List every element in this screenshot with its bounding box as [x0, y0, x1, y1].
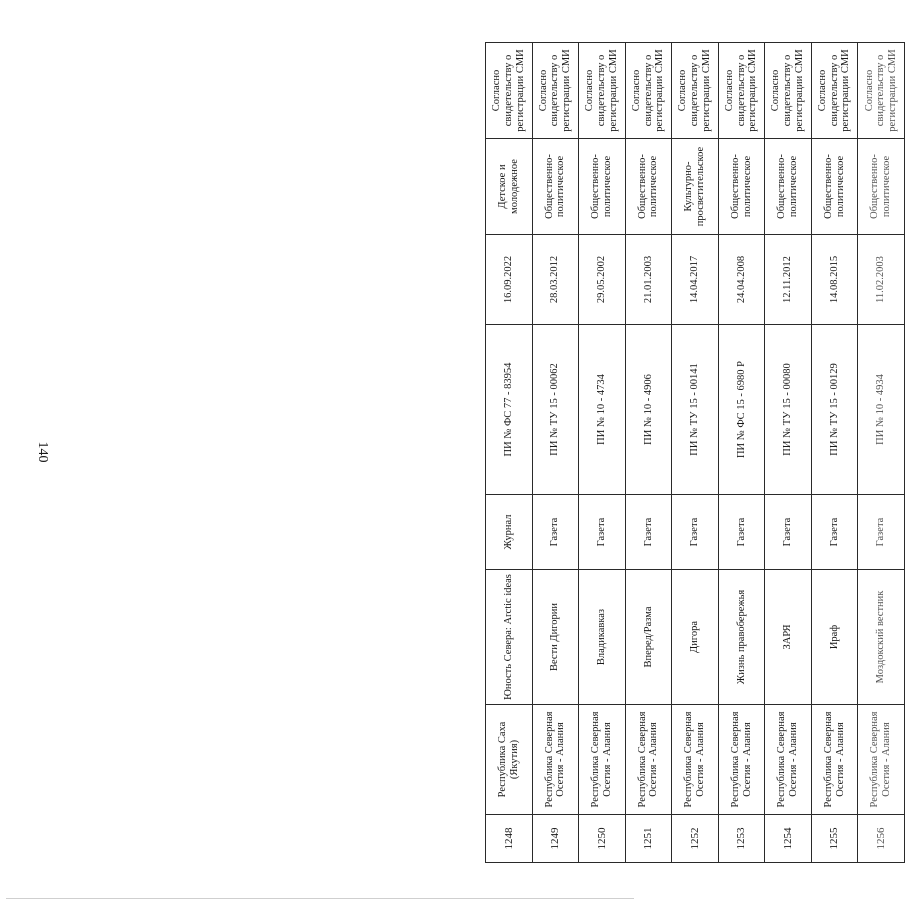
region-cell: Республика Северная Осетия - Алания [858, 705, 905, 815]
media-type-cell: Газета [532, 495, 579, 570]
table-row [765, 43, 812, 863]
registration-date-cell: 14.08.2015 [811, 235, 858, 325]
media-name-cell: Ираф [811, 570, 858, 705]
registration-date-cell: 14.04.2017 [672, 235, 719, 325]
media-registry-table [485, 42, 905, 863]
table-row [811, 43, 858, 863]
rotated-table-container [485, 43, 905, 863]
territory-cell: Согласно свидетельству о регистрации СМИ [858, 43, 905, 139]
registration-number-cell: ПИ № 10 - 4734 [579, 325, 626, 495]
media-name-cell: Жизнь правобережья [718, 570, 765, 705]
region-cell: Республика Северная Осетия - Алания [811, 705, 858, 815]
row-number: 1249 [532, 815, 579, 863]
topic-cell: Общественно-политическое [718, 139, 765, 235]
region-cell: Республика Саха (Якутия) [486, 705, 533, 815]
registration-date-cell: 16.09.2022 [486, 235, 533, 325]
table-row [858, 43, 905, 863]
page-number: 140 [35, 441, 50, 463]
media-type-cell: Газета [811, 495, 858, 570]
row-number: 1250 [579, 815, 626, 863]
registration-date-cell: 24.04.2008 [718, 235, 765, 325]
registration-number-cell: ПИ № ФС 15 - 6980 Р [718, 325, 765, 495]
registration-date-cell: 29.05.2002 [579, 235, 626, 325]
region-cell: Республика Северная Осетия - Алания [765, 705, 812, 815]
media-type-cell: Газета [718, 495, 765, 570]
row-number: 1255 [811, 815, 858, 863]
row-number: 1256 [858, 815, 905, 863]
row-number: 1254 [765, 815, 812, 863]
media-name-cell: Юность Севера: Arctic ideas [486, 570, 533, 705]
media-name-cell: Вперед/Разма [625, 570, 672, 705]
media-name-cell: ЗАРЯ [765, 570, 812, 705]
registration-number-cell: ПИ № ТУ 15 - 00062 [532, 325, 579, 495]
media-name-cell: Моздокский вестник [858, 570, 905, 705]
topic-cell: Общественно-политическое [579, 139, 626, 235]
registration-number-cell: ПИ № ТУ 15 - 00080 [765, 325, 812, 495]
territory-cell: Согласно свидетельству о регистрации СМИ [579, 43, 626, 139]
topic-cell: Культурно-просветительское [672, 139, 719, 235]
media-type-cell: Газета [579, 495, 626, 570]
registration-number-cell: ПИ № ТУ 15 - 00129 [811, 325, 858, 495]
media-name-cell: Вести Дигории [532, 570, 579, 705]
table-row [718, 43, 765, 863]
row-number: 1252 [672, 815, 719, 863]
table-row [672, 43, 719, 863]
registration-date-cell: 12.11.2012 [765, 235, 812, 325]
scan-edge-line [6, 898, 634, 899]
row-number: 1253 [718, 815, 765, 863]
table-row [532, 43, 579, 863]
table-row [579, 43, 626, 863]
registration-date-cell: 21.01.2003 [625, 235, 672, 325]
registration-date-cell: 28.03.2012 [532, 235, 579, 325]
registration-number-cell: ПИ № 10 - 4906 [625, 325, 672, 495]
region-cell: Республика Северная Осетия - Алания [672, 705, 719, 815]
registration-number-cell: ПИ № 10 - 4934 [858, 325, 905, 495]
territory-cell: Согласно свидетельству о регистрации СМИ [532, 43, 579, 139]
registration-number-cell: ПИ № ФС 77 - 83954 [486, 325, 533, 495]
media-type-cell: Журнал [486, 495, 533, 570]
media-name-cell: Владикавказ [579, 570, 626, 705]
row-number: 1248 [486, 815, 533, 863]
territory-cell: Согласно свидетельству о регистрации СМИ [718, 43, 765, 139]
media-type-cell: Газета [672, 495, 719, 570]
media-type-cell: Газета [765, 495, 812, 570]
territory-cell: Согласно свидетельству о регистрации СМИ [765, 43, 812, 139]
topic-cell: Общественно-политическое [532, 139, 579, 235]
topic-cell: Общественно-политическое [765, 139, 812, 235]
topic-cell: Детское и молодежное [486, 139, 533, 235]
region-cell: Республика Северная Осетия - Алания [625, 705, 672, 815]
region-cell: Республика Северная Осетия - Алания [532, 705, 579, 815]
media-type-cell: Газета [858, 495, 905, 570]
territory-cell: Согласно свидетельству о регистрации СМИ [486, 43, 533, 139]
row-number: 1251 [625, 815, 672, 863]
table-row [486, 43, 533, 863]
region-cell: Республика Северная Осетия - Алания [579, 705, 626, 815]
region-cell: Республика Северная Осетия - Алания [718, 705, 765, 815]
topic-cell: Общественно-политическое [811, 139, 858, 235]
registration-date-cell: 11.02.2003 [858, 235, 905, 325]
media-type-cell: Газета [625, 495, 672, 570]
table-row [625, 43, 672, 863]
registration-number-cell: ПИ № ТУ 15 - 00141 [672, 325, 719, 495]
territory-cell: Согласно свидетельству о регистрации СМИ [672, 43, 719, 139]
territory-cell: Согласно свидетельству о регистрации СМИ [625, 43, 672, 139]
territory-cell: Согласно свидетельству о регистрации СМИ [811, 43, 858, 139]
topic-cell: Общественно-политическое [858, 139, 905, 235]
topic-cell: Общественно-политическое [625, 139, 672, 235]
media-name-cell: Дигора [672, 570, 719, 705]
